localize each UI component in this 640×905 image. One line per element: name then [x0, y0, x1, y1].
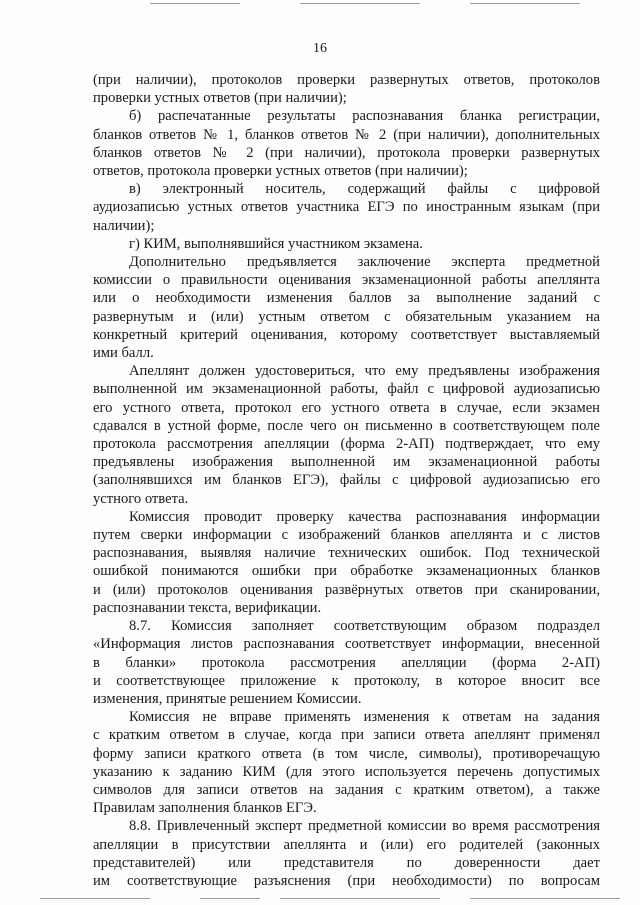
text-line: ошибкой понимаются ошибки при обработке экзаменационных бланков	[93, 563, 600, 580]
text-line: (заполнявшихся им бланков ЕГЭ), файлы с цифровой аудиозаписью его	[93, 472, 600, 489]
text-line: распознавания, выявляя наличие технических ошибок. Под технической	[93, 545, 600, 562]
text-line: и (или) протоколов оценивания развёрнутых ответов при сканировании,	[93, 581, 600, 598]
text-line: представителей) или представителя по доверенности дает	[93, 854, 600, 871]
scan-rule-top-center	[300, 3, 420, 4]
text-line: ими балл.	[93, 345, 154, 362]
text-line: им соответствующие разъяснения (при необходимости) по вопросам	[93, 872, 600, 889]
scan-rule-top-left	[150, 3, 240, 4]
text-line: бланков ответов № 2 (при наличии), протокола проверки развернутых	[93, 144, 600, 161]
text-line: «Информация листов распознавания соответствует информации, внесенной	[93, 636, 600, 653]
text-line: предъявлены изображения выполненной им экзаменационной работы	[93, 454, 600, 471]
text-line: 8.7. Комиссия заполняет соответствующим образом подраздел	[129, 618, 600, 635]
scan-rule-bottom-center	[280, 898, 440, 899]
text-line: (при наличии), протоколов проверки развернутых ответов, протоколов	[93, 72, 600, 88]
text-line: протокола рассмотрения апелляции (форма 2-АП) подтверждает, что ему	[93, 436, 600, 453]
text-line: Комиссия проводит проверку качества распознавания информации	[129, 508, 600, 525]
text-line: Правилам заполнения бланков ЕГЭ.	[93, 800, 317, 817]
text-line: устного ответа.	[93, 490, 189, 507]
text-line: наличии);	[93, 217, 155, 234]
text-line: апелляции в присутствии апеллянта и (или) его родителей (законных	[93, 836, 600, 853]
text-line: в) электронный носитель, содержащий файлы с цифровой	[129, 181, 600, 198]
text-line: ответов, протокола проверки устных ответов (при наличии);	[93, 163, 468, 180]
text-line: б) распечатанные результаты распознавания бланка регистрации,	[129, 108, 600, 125]
scan-rule-top-right	[470, 3, 580, 4]
text-line: Дополнительно предъявляется заключение эксперта предметной	[129, 254, 600, 271]
text-line: развернутым и (или) устным ответом с обязательным указанием на	[93, 308, 600, 325]
text-line: распознавании текста, верификации.	[93, 599, 322, 616]
scan-rule-bottom-left	[40, 898, 150, 899]
text-line: с кратким ответом в случае, когда при записи ответа апеллянт применял	[93, 727, 600, 744]
text-line: комиссии о правильности оценивания экзаменационной работы апеллянта	[93, 272, 600, 289]
scan-rule-bottom-right	[470, 898, 620, 899]
text-line: путем сверки информации с изображений бланков апеллянта и с листов	[93, 527, 600, 544]
text-line: сдавался в устной форме, после чего он письменно в соответствующем поле	[93, 417, 600, 434]
text-line: аудиозаписью устных ответов участника ЕГЭ по иностранным языкам (при	[93, 199, 600, 216]
text-line: символов для записи ответов на задания с кратким ответом), а также	[93, 781, 600, 798]
text-line: выполненной им экзаменационной работы, файл с цифровой аудиозаписью	[93, 381, 600, 398]
text-line: бланков ответов № 1, бланков ответов № 2 (при наличии), дополнительных	[93, 126, 600, 143]
text-line: и соответствующее приложение к протоколу, в которое вносит все	[93, 672, 600, 689]
text-line: указанию к заданию КИМ (для этого используется перечень допустимых	[93, 763, 600, 780]
text-line: Апеллянт должен удостовериться, что ему предъявлены изображения	[129, 363, 600, 380]
text-line: его устного ответа, протокол его устного ответа в случае, если экзамен	[93, 399, 600, 416]
scan-rule-bottom-mid-left	[200, 898, 260, 899]
text-line: Комиссия не вправе применять изменения к ответам на задания	[129, 709, 600, 726]
text-line: конкретный критерий оценивания, которому соответствует выставляемый	[93, 326, 600, 343]
text-line: 8.8. Привлеченный эксперт предметной комиссии во время рассмотрения	[129, 818, 600, 835]
text-line: в бланки» протокола рассмотрения апелляции (форма 2-АП)	[93, 654, 600, 671]
document-body	[93, 71, 600, 890]
text-line: или о необходимости изменения баллов за выполнение заданий с	[93, 290, 600, 307]
page-number: 16	[313, 41, 327, 56]
text-line: форму записи краткого ответа (в том числе, символы), противоречащую	[93, 745, 600, 762]
text-line: г) КИМ, выполнявшийся участником экзамена.	[129, 235, 423, 252]
text-line: изменения, принятые решением Комиссии.	[93, 690, 362, 707]
text-line: проверки устных ответов (при наличии);	[93, 90, 347, 107]
